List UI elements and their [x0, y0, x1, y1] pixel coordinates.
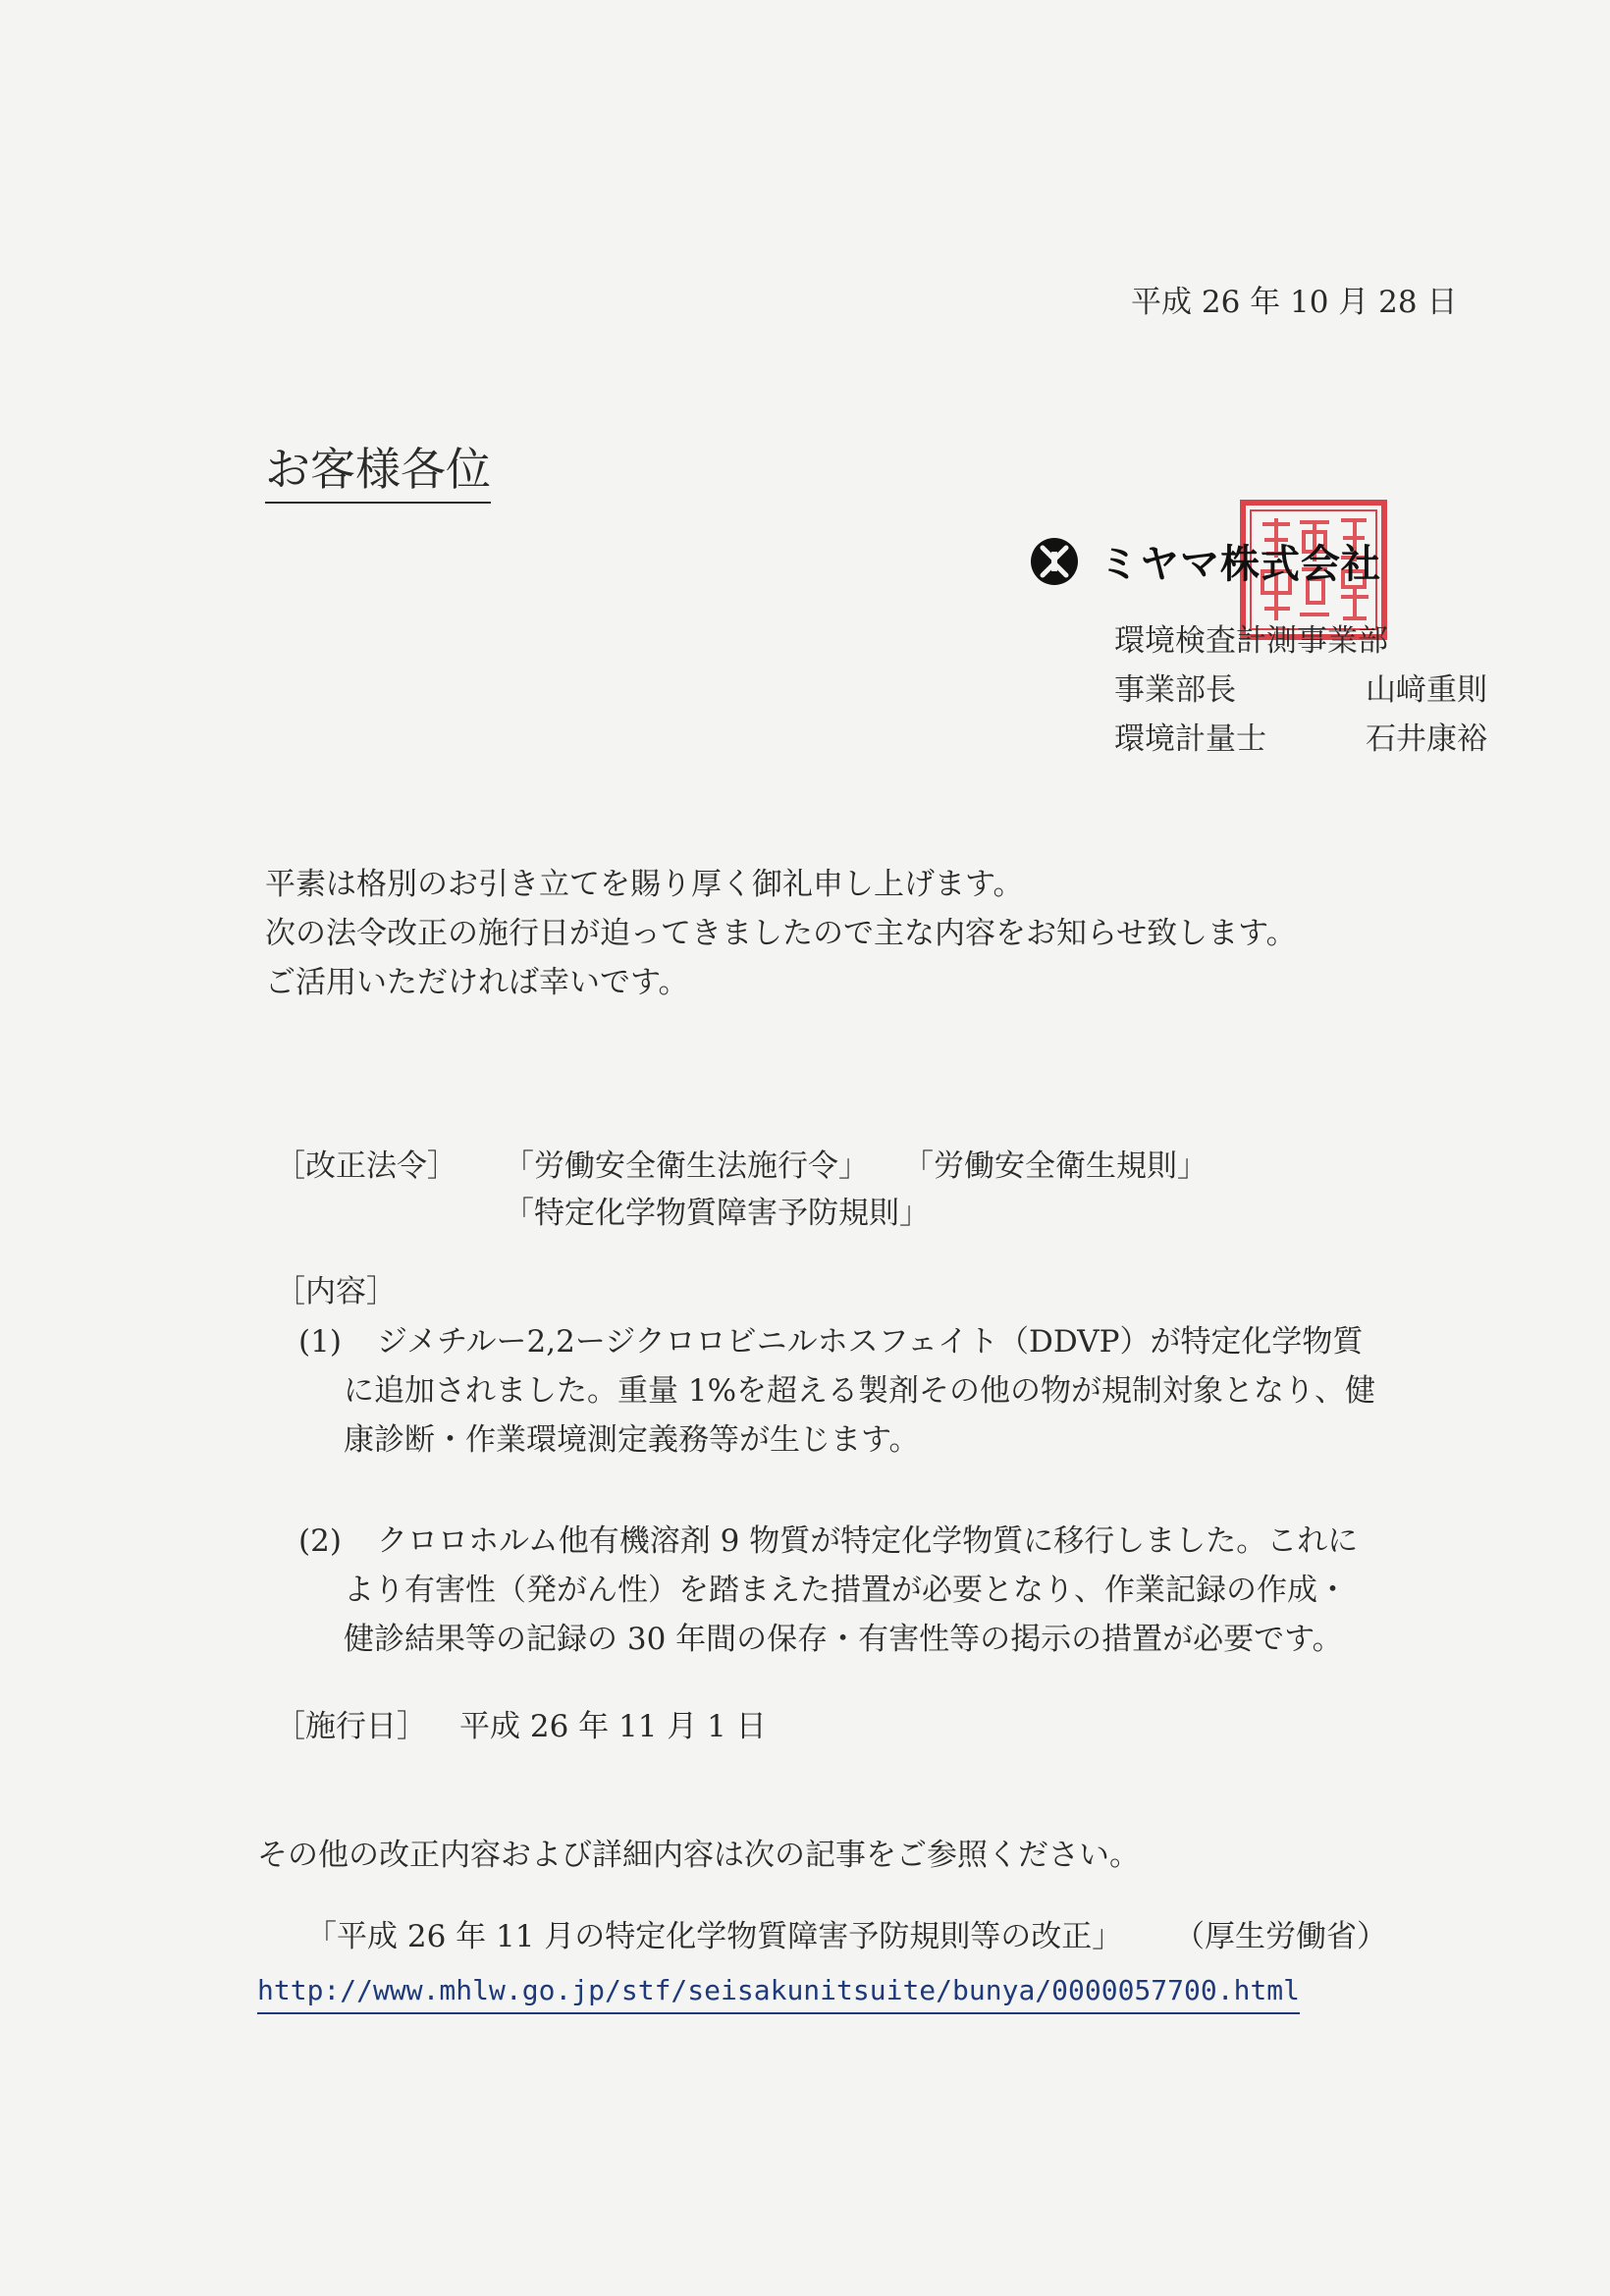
- signatory-name: 石井康裕: [1366, 721, 1487, 757]
- item-line: より有害性（発がん性）を踏まえた措置が必要となり、作業記録の作成・: [344, 1573, 1348, 1608]
- department-name: 環境検査計測事業部: [1114, 623, 1388, 659]
- reference-link[interactable]: http://www.mhlw.go.jp/stf/seisakunitsuite/bunya/0000057700.html: [257, 1969, 1300, 2014]
- enforcement-label: ［施行日］: [275, 1709, 427, 1744]
- signature-block: [1114, 616, 1487, 764]
- item-line: ジメチルー2,2ージクロロビニルホスフェイト（DDVP）が特定化学物質: [377, 1324, 1364, 1360]
- item-line: クロロホルム他有機溶剤 9 物質が特定化学物質に移行しました。これに: [377, 1523, 1359, 1559]
- company-logo: [1029, 533, 1381, 589]
- signatory-title: 環境計量士: [1114, 721, 1266, 757]
- reference-title: 「平成 26 年 11 月の特定化学物質障害予防規則等の改正」: [306, 1919, 1123, 1954]
- item-line: 健診結果等の記録の 30 年間の保存・有害性等の掲示の措置が必要です。: [344, 1622, 1343, 1657]
- item-number: (1): [298, 1324, 342, 1360]
- miyama-logo-icon: [1029, 536, 1080, 587]
- law-item: 「労働安全衛生規則」: [903, 1148, 1208, 1184]
- company-name: ミヤマ株式会社: [1100, 542, 1381, 587]
- item-number: (2): [298, 1523, 342, 1559]
- greeting-line: 平素は格別のお引き立てを賜り厚く御礼申し上げます。: [265, 867, 1024, 902]
- salutation: お客様各位: [265, 437, 491, 504]
- greeting-paragraph: [265, 860, 1297, 1007]
- content-label: ［内容］: [275, 1274, 397, 1309]
- greeting-line: 次の法令改正の施行日が迫ってきましたので主な内容をお知らせ致します。: [265, 916, 1297, 951]
- reference-intro: その他の改正内容および詳細内容は次の記事をご参照ください。: [257, 1838, 1140, 1873]
- enforcement-date: 平成 26 年 11 月 1 日: [459, 1709, 767, 1744]
- item-line: に追加されました。重量 1%を超える製剤その他の物が規制対象となり、健: [344, 1373, 1376, 1409]
- document-date: 平成 26 年 10 月 28 日: [1131, 285, 1458, 320]
- item-line: 康診断・作業環境測定義務等が生じます。: [344, 1422, 920, 1458]
- law-item: 「労働安全衛生法施行令」: [504, 1148, 869, 1184]
- law-item: 「特定化学物質障害予防規則」: [504, 1196, 930, 1231]
- greeting-line: ご活用いただければ幸いです。: [265, 965, 689, 1000]
- signatory-title: 事業部長: [1114, 672, 1236, 708]
- signatory-name: 山﨑重則: [1366, 672, 1487, 708]
- reference-ministry: （厚生労働省）: [1174, 1919, 1387, 1954]
- law-label: ［改正法令］: [275, 1148, 457, 1184]
